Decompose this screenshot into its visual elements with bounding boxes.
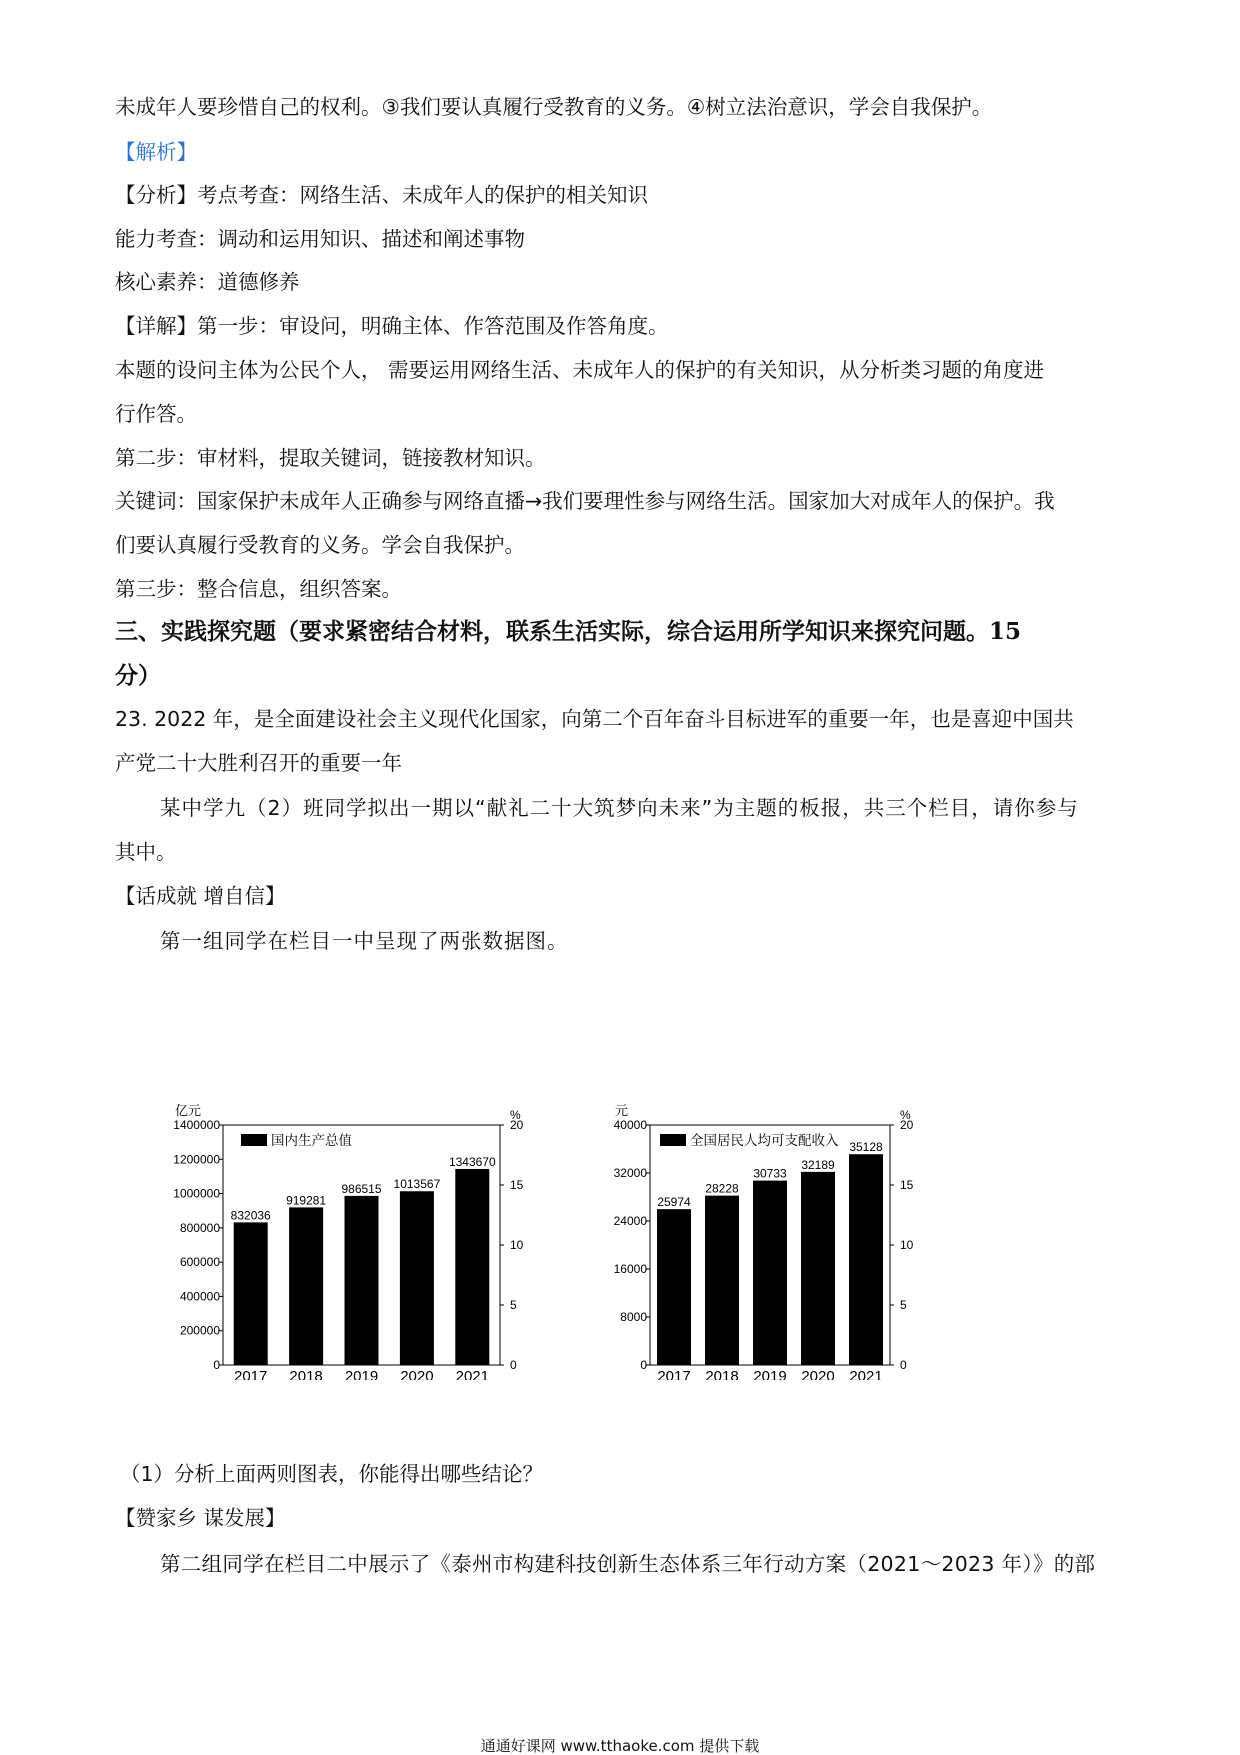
y-tick-label: 600000 [179,1255,220,1270]
right-unit: % [510,1108,521,1122]
section-heading: 三、实践探究题（要求紧密结合材料，联系生活实际，综合运用所学知识来探究问题。15 [115,618,1022,645]
text-line: 关键词：国家保护未成年人正确参与网络直播→我们要理性参与网络生活。国家加大对成年人的保护。我 [115,489,1055,513]
bar [705,1196,739,1365]
x-tick-label: 2019 [753,1368,787,1380]
y2-tick-label: 5 [510,1298,517,1312]
text-line: 【详解】第一步：审设问，明确主体、作答范围及作答角度。 [115,314,669,338]
right-unit: % [900,1108,911,1122]
y-tick-label: 200000 [179,1323,220,1338]
bar [657,1209,691,1365]
question-text: 某中学九（2）班同学拟出一期以“献礼二十大筑梦向未来”为主题的板报，共三个栏目，请你参与 [160,796,1079,820]
y-tick-label: 32000 [613,1166,647,1180]
legend-label: 全国居民人均可支配收入 [690,1133,839,1148]
x-tick-label: 2018 [705,1368,739,1380]
text-line: 第三步：整合信息，组织答案。 [115,577,402,601]
bar [400,1191,434,1365]
bar [455,1169,489,1365]
gdp-chart [155,1095,605,1380]
y2-tick-label: 20 [900,1118,914,1132]
data-label: 30733 [753,1166,787,1181]
x-tick-label: 2019 [344,1368,379,1380]
x-tick-label: 2021 [849,1368,883,1380]
question-text: 23. 2022 年，是全面建设社会主义现代化国家，向第二个百年奋斗目标进军的重要一年，也是喜迎中国共 [115,707,1074,731]
data-label: 832036 [230,1208,271,1223]
data-label: 919281 [286,1193,327,1208]
bar [289,1207,323,1365]
sub-question: （1）分析上面两则图表，你能得出哪些结论？ [120,1462,544,1486]
bar [801,1172,835,1365]
left-unit: 亿元 [174,1103,201,1118]
data-label: 35128 [849,1140,883,1155]
income-chart [600,1095,1020,1380]
y2-tick-label: 0 [510,1358,517,1372]
x-tick-label: 2020 [400,1368,434,1380]
y-tick-label: 24000 [613,1214,647,1228]
y-tick-label: 16000 [613,1262,647,1276]
y-tick-label: 1200000 [173,1152,220,1167]
y2-tick-label: 10 [900,1238,914,1252]
text-line: 本题的设问主体为公民个人， 需要运用网络生活、未成年人的保护的有关知识，从分析类习题的角度进 [115,358,1045,382]
section-heading-cont: 分） [115,662,161,689]
x-tick-label: 2018 [289,1368,323,1380]
text-line: 第二步：审材料，提取关键词，链接教材知识。 [115,446,546,470]
y2-tick-label: 15 [510,1178,524,1192]
y2-tick-label: 10 [510,1238,524,1252]
text-line: 行作答。 [115,402,197,426]
question-text: 第一组同学在栏目一中呈现了两张数据图。 [160,929,569,953]
y-tick-label: 40000 [613,1118,647,1132]
data-label: 28228 [705,1181,739,1196]
text-line: 未成年人要珍惜自己的权利。③我们要认真履行受教育的义务。④树立法治意识，学会自我保护。 [115,95,993,119]
data-label: 1343670 [448,1154,496,1169]
column-title: 【赞家乡 谋发展】 [115,1506,286,1530]
bar [345,1196,379,1365]
data-label: 986515 [341,1181,382,1196]
question-text: 其中。 [115,840,177,864]
text-line: 【分析】考点考查：网络生活、未成年人的保护的相关知识 [115,183,648,207]
x-tick-label: 2017 [234,1368,268,1380]
y-tick-label: 1400000 [173,1118,220,1132]
y-tick-label: 0 [640,1358,647,1372]
legend-swatch [660,1134,686,1146]
x-tick-label: 2021 [455,1368,489,1380]
y2-tick-label: 0 [900,1358,907,1372]
x-tick-label: 2020 [801,1368,835,1380]
left-unit: 元 [614,1103,628,1118]
legend-swatch [241,1134,267,1146]
y2-tick-label: 5 [900,1298,907,1312]
y-tick-label: 8000 [620,1310,647,1324]
text-line: 们要认真履行受教育的义务。学会自我保护。 [115,533,525,557]
y2-tick-label: 15 [900,1178,914,1192]
analysis-heading: 【解析】 [115,140,197,164]
text-line: 核心素养：道德修养 [115,270,300,294]
column-title: 【话成就 增自信】 [115,884,286,908]
text-line: 能力考查：调动和运用知识、描述和阐述事物 [115,227,525,251]
legend-label: 国内生产总值 [271,1133,352,1148]
question-text: 产党二十大胜利召开的重要一年 [115,751,402,775]
y-tick-label: 800000 [179,1220,220,1235]
bar [234,1222,268,1365]
data-label: 32189 [801,1157,835,1172]
x-tick-label: 2017 [657,1368,691,1380]
y-tick-label: 0 [213,1358,220,1372]
footer: 通通好课网 www.tthaoke.com 提供下载 [480,1737,760,1755]
y2-tick-label: 20 [510,1118,524,1132]
question-text: 第二组同学在栏目二中展示了《泰州市构建科技创新生态体系三年行动方案（2021～2023 年）》的部 [160,1552,1096,1576]
y-tick-label: 400000 [179,1289,220,1304]
bar [849,1154,883,1365]
data-label: 25974 [657,1195,691,1210]
y-tick-label: 1000000 [173,1186,220,1201]
data-label: 1013567 [393,1177,441,1192]
bar [753,1181,787,1365]
